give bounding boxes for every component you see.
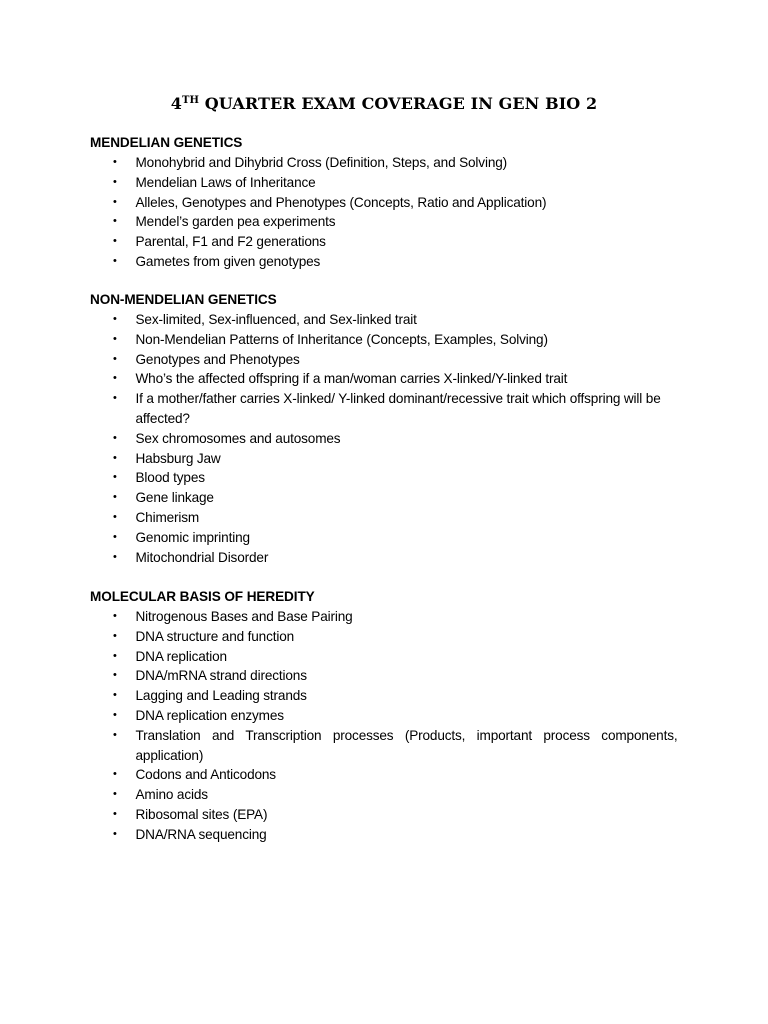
list-item-text: Who’s the affected offspring if a man/woman carries X-linked/Y-linked trait [135,371,568,387]
list-item [90,193,678,213]
list-item [90,468,678,488]
list-item-text: Mendelian Laws of Inheritance [135,174,316,190]
bullet-icon: • [113,629,117,642]
bullet-icon: • [113,215,117,228]
bullet-icon: • [113,788,117,801]
bullet-icon: • [113,254,117,267]
list-item [90,330,678,350]
list-item [90,666,678,686]
bullet-icon: • [113,431,117,444]
list-item [90,173,678,193]
list-item-text: Genomic imprinting [135,529,250,545]
list-item-text: Nitrogenous Bases and Base Pairing [135,609,353,624]
list-item [90,805,678,825]
list-item [90,627,678,647]
bullet-icon: • [113,550,117,563]
list-item-text: Lagging and Leading strands [135,688,307,704]
section-heading: MENDELIAN GENETICS [90,135,243,150]
bullet-icon: • [113,530,117,543]
bullet-icon: • [113,352,117,365]
topic-list [90,607,690,845]
bullet-icon: • [113,156,117,168]
section-molecular-basis-of-heredity [90,587,690,845]
list-item [90,647,678,667]
list-item-text: DNA replication enzymes [135,707,284,723]
list-item-text: Ribosomal sites (EPA) [135,806,268,822]
bullet-icon: • [113,372,117,385]
list-item-text: Habsburg Jaw [135,450,221,466]
bullet-icon: • [113,610,117,622]
bullet-icon: • [113,669,117,682]
bullet-icon: • [113,451,117,464]
list-item [90,706,678,726]
list-item [90,825,678,845]
list-item-text: Amino acids [135,787,208,803]
list-item-text: Mitochondrial Disorder [135,549,269,565]
list-item-text: Blood types [135,470,205,486]
topic-list [90,153,690,272]
list-item [90,310,678,330]
list-item [90,252,678,272]
bullet-icon: • [113,332,117,345]
list-item [90,607,678,627]
section-heading: MOLECULAR BASIS OF HEREDITY [90,589,315,604]
bullet-icon: • [113,649,117,662]
list-item-text: Gametes from given genotypes [135,253,321,269]
list-item [90,488,678,508]
list-item-text: If a mother/father carries X-linked/ Y-linked dominant/recessive trait which offspring will be affected? [135,391,661,426]
list-item-text: DNA structure and function [135,628,295,644]
title-rest: QUARTER EXAM COVERAGE IN GEN BIO 2 [199,94,598,113]
list-item [90,785,678,805]
list-item-text: Translation and Transcription processes (Products, important process components, application) [135,727,678,763]
bullet-icon: • [113,471,117,484]
title-prefix: 4 [170,94,182,113]
list-item-text: DNA replication [135,648,227,664]
list-item [90,726,678,766]
bullet-icon: • [113,313,117,325]
list-item-text: Parental, F1 and F2 generations [135,234,326,250]
list-item-text: DNA/mRNA strand directions [135,668,307,684]
bullet-icon: • [113,195,117,208]
bullet-icon: • [113,827,117,840]
page-title [0,93,768,115]
bullet-icon: • [113,689,117,702]
topic-list [90,310,690,567]
bullet-icon: • [113,491,117,504]
list-item [90,548,678,568]
list-item [90,350,678,370]
section-non-mendelian-genetics [90,290,690,567]
list-item [90,389,678,429]
list-item-text: Monohybrid and Dihybrid Cross (Definition, Steps, and Solving) [135,155,508,170]
list-item-text: Chimerism [135,509,200,525]
list-item-text: Mendel’s garden pea experiments [135,214,336,230]
list-item-text: Genotypes and Phenotypes [135,351,300,367]
section-mendelian-genetics [90,133,690,272]
list-item-text: Sex-limited, Sex-influenced, and Sex-linked trait [135,312,417,327]
list-item [90,528,678,548]
bullet-icon: • [113,392,117,405]
list-item [90,429,678,449]
bullet-icon: • [113,510,117,523]
list-item [90,232,678,252]
list-item [90,686,678,706]
list-item [90,449,678,469]
list-item-text: Sex chromosomes and autosomes [135,430,341,446]
list-item-text: Gene linkage [135,490,214,506]
bullet-icon: • [113,175,117,188]
list-item-text: Alleles, Genotypes and Phenotypes (Concepts, Ratio and Application) [135,194,547,210]
list-item [90,153,678,173]
bullet-icon: • [113,768,117,781]
bullet-icon: • [113,708,117,721]
bullet-icon: • [113,807,117,820]
list-item-text: DNA/RNA sequencing [135,826,267,842]
bullet-icon: • [113,235,117,248]
list-item-text: Non-Mendelian Patterns of Inheritance (Concepts, Examples, Solving) [135,331,548,347]
list-item [90,369,678,389]
list-item-text: Codons and Anticodons [135,767,276,783]
bullet-icon: • [113,728,117,741]
title-superscript: TH [182,95,200,106]
list-item [90,765,678,785]
list-item [90,508,678,528]
section-heading: NON-MENDELIAN GENETICS [90,292,277,307]
list-item [90,212,678,232]
